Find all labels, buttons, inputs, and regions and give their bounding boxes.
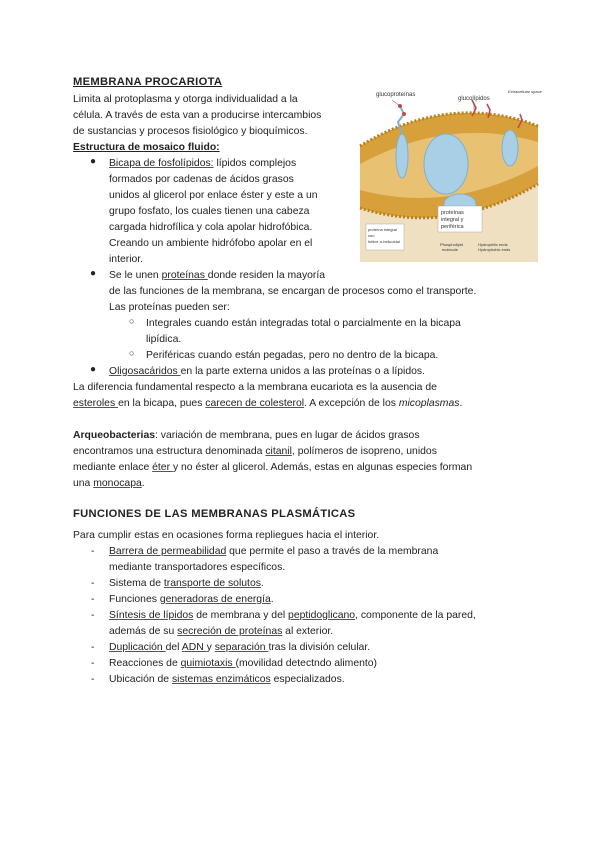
difference-mid-2: . A excepción de los [304, 398, 399, 409]
function-1-post: que permite el paso a través de la membrana [226, 546, 439, 557]
label-phospholipid-a: Phospholipid [440, 242, 463, 247]
dash-bullet: - [91, 674, 95, 685]
function-item-7 [109, 672, 345, 688]
archaea-line-2 [73, 444, 437, 460]
proteins-line-1 [109, 268, 325, 284]
integral-line-2: lipídica. [146, 334, 182, 345]
function-6-pre: Reacciones de [109, 658, 181, 669]
bullet-dot: ● [90, 268, 97, 279]
difference-line-1: La diferencia fundamental respecto a la membrana eucariota es la ausencia de [73, 382, 437, 393]
function-item-5 [109, 640, 370, 656]
citanil-term: citanil [265, 446, 292, 457]
difference-mid-1: en la bicapa, pues [118, 398, 206, 409]
function-5-post2: y [206, 642, 215, 653]
function-7-pre: Ubicación de [109, 674, 172, 685]
peptidoglicano-term: peptidoglicano [288, 610, 356, 621]
label-glycolipids: glucolípidos [458, 96, 490, 102]
circle-bullet: ○ [129, 348, 135, 358]
oligo-line [109, 364, 425, 380]
eter-term: éter [152, 462, 173, 473]
function-item-4 [109, 608, 476, 624]
bilayer-term: Bicapa de fosfolípidos: [109, 158, 214, 169]
bilayer-line-7: interior. [109, 254, 144, 265]
label-phospholipid-b: molecule [442, 247, 459, 252]
dash-bullet: - [91, 578, 95, 589]
proteins-term: proteínas [161, 270, 208, 281]
proteins-line-2: de las funciones de la membrana, se encargan de procesos como el transporte. [109, 286, 477, 297]
archaea-term: Arqueobacterias [73, 430, 155, 441]
label-extracellular: Extracellular space [508, 89, 542, 94]
function-5-post: del [165, 642, 182, 653]
functions-intro: Para cumplir estas en ocasiones forma repliegues hacia el interior. [73, 530, 380, 541]
function-3-pre: Funciones [109, 594, 160, 605]
archaea-l3-post: y no éster al glicerol. Además, estas en algunas especies forman [172, 462, 473, 473]
intro-line-3: de sustancias y procesos fisiológico y bioquímicos. [73, 126, 308, 137]
archaea-line-4 [73, 476, 145, 492]
intro-line-1: Limita al protoplasma y otorga individualidad a la [73, 94, 298, 105]
proteins-pre: Se le unen [109, 270, 162, 281]
secrecion-term: secreción de proteínas [177, 626, 283, 637]
proteins-post: donde residen la mayoría [207, 270, 326, 281]
dash-bullet: - [91, 642, 95, 653]
function-4-cont-pre: además de su [109, 626, 178, 637]
function-item-4-cont [109, 624, 333, 640]
bullet-dot: ● [90, 156, 97, 167]
integral-line-1: Integrales cuando están integradas total o parcialmente en la bicapa [146, 318, 461, 329]
peripheral-line: Periféricas cuando están pegadas, pero no dentro de la bicapa. [146, 350, 439, 361]
adn-term: ADN [181, 642, 207, 653]
archaea-l4-pre: una [73, 478, 94, 489]
function-item-2 [109, 576, 264, 592]
difference-end: . [459, 398, 463, 409]
oligo-term: Oligosacáridos [109, 366, 181, 377]
label-hydrophobic: Hydrophobic ends [478, 247, 511, 252]
bilayer-line-3: unidos al glicerol por enlace éster y este a un [109, 190, 318, 201]
function-4-cont-post: al exterior. [282, 626, 334, 637]
proteins-line-3: Las proteínas pueden ser: [109, 302, 230, 313]
integral-protein-small [502, 130, 518, 166]
quimiotaxis-term: quimiotaxis [180, 658, 236, 669]
function-3-post: . [270, 594, 274, 605]
function-item-3 [109, 592, 274, 608]
dash-bullet: - [91, 594, 95, 605]
function-item-6 [109, 656, 377, 672]
energia-term: generadoras de energía [159, 594, 271, 605]
duplicacion-term: Duplicación [109, 642, 166, 653]
function-6-post: (movilidad detectndo alimento) [235, 658, 378, 669]
colesterol-term: carecen de colesterol [205, 398, 305, 409]
archaea-line-3 [73, 460, 472, 476]
dash-bullet: - [91, 658, 95, 669]
archaea-l3-pre: mediante enlace [73, 462, 153, 473]
label-peripheral-a: proteínas [441, 210, 464, 216]
difference-line-2 [73, 396, 462, 412]
membrane-diagram [360, 86, 542, 262]
function-4-post2: , componente de la pared, [355, 610, 476, 621]
archaea-l2-pre: encontramos una estructura denominada [73, 446, 266, 457]
barrera-term: Barrera de permeabilidad [109, 546, 227, 557]
dash-bullet: - [91, 546, 95, 557]
monocapa-term: monocapa [93, 478, 142, 489]
bilayer-line-2: formados por cadenas de ácidos grasos [109, 174, 294, 185]
function-item-1 [109, 544, 438, 560]
archaea-line-1 [73, 428, 420, 444]
function-2-post: . [260, 578, 264, 589]
archaea-l2-post: , polímeros de isopreno, unidos [291, 446, 437, 457]
bilayer-line-5: cargada hidrofílica y cola apolar hidrofóbica. [109, 222, 313, 233]
esteroles-term: esteroles [73, 398, 119, 409]
transporte-term: transporte de solutos [163, 578, 261, 589]
bilayer-first: lípidos complejos [213, 158, 297, 169]
label-glycoproteins: glucoproteínas [376, 92, 416, 98]
micoplasmas-term: micoplasmas [398, 398, 460, 409]
label-peripheral-b: integral y [441, 217, 464, 223]
label-integral-a: proteína integral [368, 227, 397, 232]
integral-protein-large [424, 134, 468, 194]
separacion-term: separación [214, 642, 269, 653]
sugar-unit [402, 112, 406, 116]
bilayer-line-4: grupo fosfato, los cuales tienen una cabeza [109, 206, 310, 217]
bilayer-line-1 [109, 156, 296, 172]
oligo-post: en la parte externa unidos a las proteínas o a lípidos. [180, 366, 425, 377]
intro-line-2: célula. A través de esta van a producirse intercambios [73, 110, 322, 121]
bilayer-line-6: Creando un ambiente hidrófobo apolar en el [109, 238, 313, 249]
label-peripheral-c: periférica [441, 224, 464, 230]
label-hydrophilic: Hydrophilic ends [478, 242, 508, 247]
function-item-1-cont: mediante transportadores específicos. [109, 562, 286, 573]
enzimaticos-term: sistemas enzimáticos [171, 674, 271, 685]
function-4-post: de membrana y del [193, 610, 289, 621]
dash-bullet: - [91, 610, 95, 621]
label-integral-b: con [368, 233, 375, 238]
bullet-dot: ● [90, 364, 97, 375]
function-5-post3: tras la división celular. [268, 642, 371, 653]
helix-protein [396, 134, 408, 178]
archaea-l4-post: . [141, 478, 145, 489]
function-7-post: especializados. [270, 674, 345, 685]
circle-bullet: ○ [129, 316, 135, 326]
sintesis-term: Síntesis de lípidos [109, 610, 194, 621]
function-2-pre: Sistema de [109, 578, 164, 589]
section-title-membrana-procariota: MEMBRANA PROCARIOTA [73, 76, 223, 88]
section-title-funciones: FUNCIONES DE LAS MEMBRANAS PLASMÁTICAS [73, 508, 356, 520]
subtitle-mosaico-fluido: Estructura de mosaico fluido: [73, 142, 220, 153]
label-integral-c: hélice α-helicoidal [368, 239, 400, 244]
archaea-l1-rest: : variación de membrana, pues en lugar de ácidos grasos [155, 430, 420, 441]
